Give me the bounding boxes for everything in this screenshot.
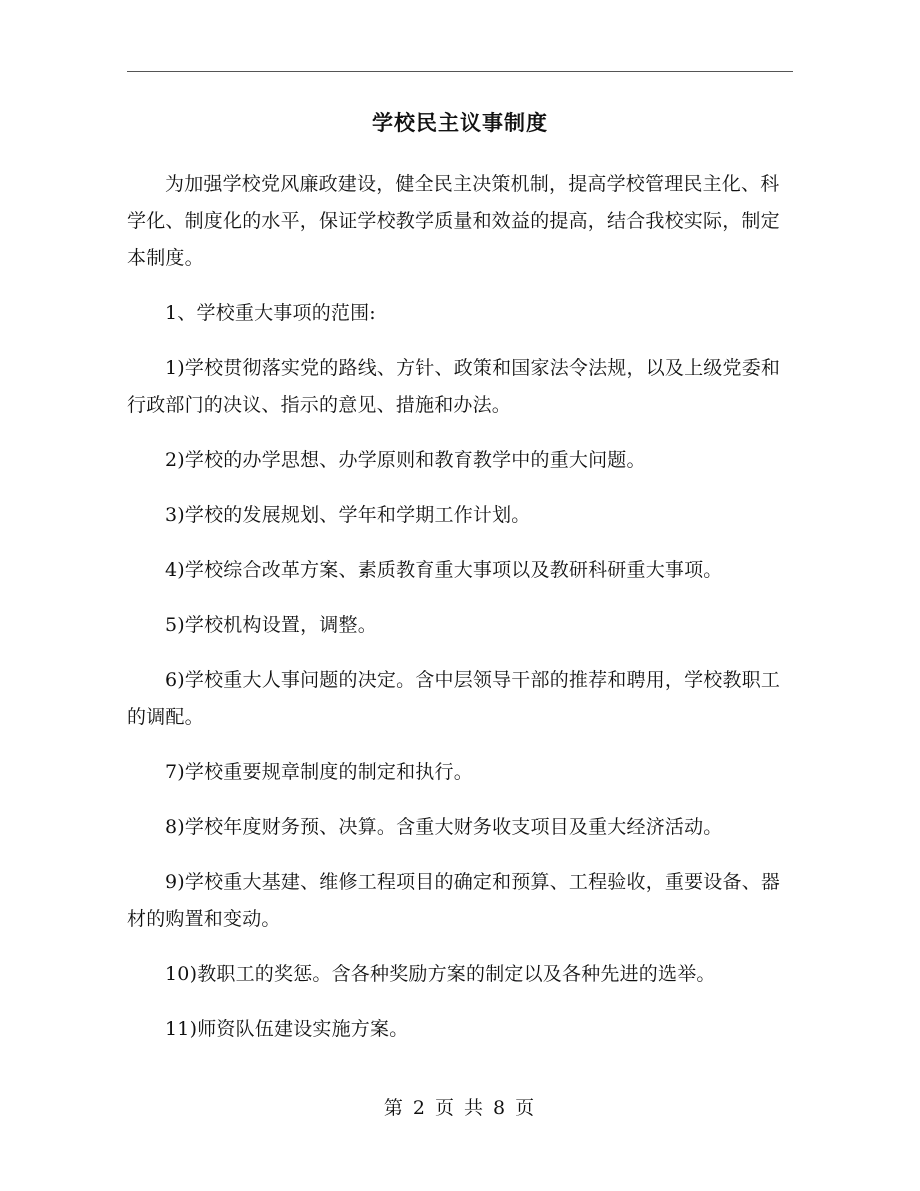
list-item: 6)学校重大人事问题的决定。含中层领导干部的推荐和聘用，学校教职工的调配。 [127, 669, 781, 728]
total-pages-number: 8 [493, 1097, 508, 1119]
page-label-mid: 页 共 [434, 1097, 486, 1119]
document-title: 学校民主议事制度 [372, 110, 548, 135]
list-item: 5)学校机构设置，调整。 [165, 614, 377, 636]
page-label-prefix: 第 [383, 1097, 405, 1119]
list-item: 2)学校的办学思想、办学原则和教育教学中的重大问题。 [165, 449, 646, 471]
section-heading: 1、学校重大事项的范围: [165, 302, 376, 324]
header-rule [127, 71, 793, 72]
document-body [127, 166, 793, 1066]
list-item: 7)学校重要规章制度的制定和执行。 [165, 761, 473, 783]
intro-paragraph: 为加强学校党风廉政建设，健全民主决策机制，提高学校管理民主化、科学化、制度化的水平，保证学校教学质量和效益的提高，结合我校实际，制定本制度。 [127, 173, 780, 269]
page-label-suffix: 页 [515, 1097, 537, 1119]
list-item: 4)学校综合改革方案、素质教育重大事项以及教研科研重大事项。 [165, 559, 723, 581]
list-item: 3)学校的发展规划、学年和学期工作计划。 [165, 504, 531, 526]
list-item: 9)学校重大基建、维修工程项目的确定和预算、工程验收，重要设备、器材的购置和变动。 [127, 871, 781, 930]
list-item: 1)学校贯彻落实党的路线、方针、政策和国家法令法规，以及上级党委和行政部门的决议、指示的意见、措施和办法。 [127, 357, 781, 416]
page-footer [0, 1093, 920, 1123]
list-item: 10)教职工的奖惩。含各种奖励方案的制定以及各种先进的选举。 [165, 963, 716, 985]
list-item: 8)学校年度财务预、决算。含重大财务收支项目及重大经济活动。 [165, 816, 723, 838]
current-page-number: 2 [412, 1097, 427, 1119]
list-item: 11)师资队伍建设实施方案。 [165, 1018, 409, 1040]
